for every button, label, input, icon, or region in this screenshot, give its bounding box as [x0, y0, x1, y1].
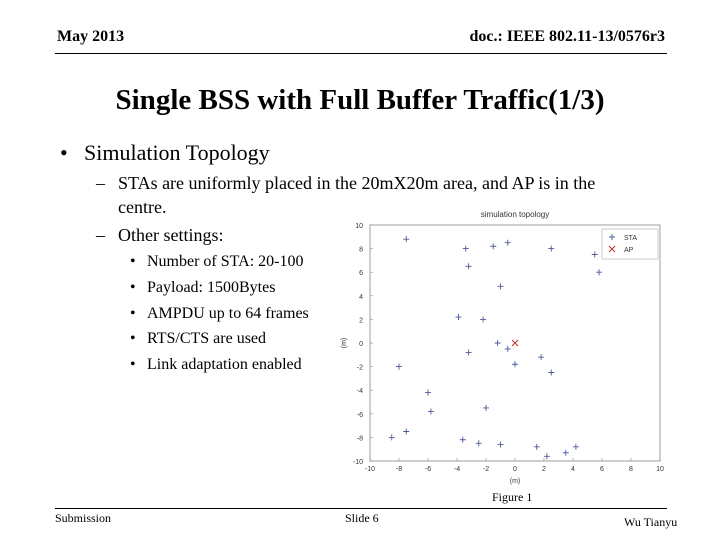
- setting-text: Number of STA: 20-100: [147, 253, 304, 270]
- x-tick-label: 0: [513, 466, 517, 473]
- bullet-text: Simulation Topology: [84, 140, 270, 165]
- y-tick-label: -8: [356, 435, 363, 443]
- sub-bullet-placement: [96, 173, 595, 194]
- header-date: May 2013: [57, 28, 125, 45]
- sta-point: [460, 437, 466, 443]
- y-tick-label: -6: [356, 411, 363, 419]
- sta-point: [466, 349, 472, 355]
- sta-point: [548, 370, 554, 376]
- x-tick-label: -2: [482, 466, 490, 473]
- footer-divider: [55, 508, 667, 509]
- y-tick-label: 10: [355, 223, 363, 230]
- sta-point: [548, 246, 554, 252]
- x-tick-label: -10: [364, 466, 376, 473]
- sub-bullet-placement-line2: centre.: [118, 197, 167, 217]
- chart-title: simulation topology: [480, 210, 550, 219]
- y-tick-label: 6: [359, 270, 363, 278]
- sta-point: [512, 361, 518, 367]
- x-tick-label: 8: [629, 466, 633, 473]
- x-tick-label: 10: [656, 466, 664, 473]
- header-doc-id: doc.: IEEE 802.11-13/0576r3: [469, 28, 665, 45]
- setting-text: Payload: 1500Bytes: [147, 279, 276, 296]
- y-tick-label: 8: [359, 246, 363, 254]
- y-tick-label: -10: [352, 459, 363, 466]
- footer-author: Wu Tianyu: [624, 515, 678, 529]
- sta-point: [463, 246, 469, 252]
- bullet-simulation-topology: [60, 140, 270, 166]
- y-tick-label: -4: [356, 388, 363, 396]
- y-tick-label: 0: [359, 341, 363, 348]
- sta-point: [592, 252, 598, 258]
- sta-point: [544, 453, 550, 459]
- y-tick-label: -2: [356, 364, 363, 372]
- footer-slide-number: Slide 6: [345, 511, 379, 525]
- header-divider: [55, 53, 667, 54]
- sta-point: [403, 429, 409, 435]
- sta-point: [396, 364, 402, 370]
- sta-point: [505, 240, 511, 246]
- legend-box: [602, 229, 658, 259]
- sta-point: [534, 444, 540, 450]
- sta-point: [490, 243, 496, 249]
- y-axis-label: (m): [341, 337, 348, 349]
- sta-point: [498, 283, 504, 289]
- setting-text: Link adaptation enabled: [147, 356, 302, 373]
- legend-label: AP: [624, 247, 634, 254]
- sta-point: [466, 263, 472, 269]
- x-tick-label: 6: [600, 466, 604, 473]
- dash-marker: –: [96, 225, 105, 245]
- setting-item: • Link adaptation enabled: [130, 356, 302, 373]
- x-tick-label: -6: [424, 466, 432, 473]
- figure-caption: Figure 1: [492, 490, 533, 504]
- sta-point: [596, 269, 602, 275]
- legend-label: STA: [624, 235, 638, 242]
- sta-point: [425, 390, 431, 396]
- x-tick-label: -4: [453, 466, 461, 473]
- sub-bullet-label: Other settings:: [118, 225, 224, 245]
- x-tick-label: 2: [542, 466, 546, 473]
- sta-point: [573, 444, 579, 450]
- sta-point: [428, 408, 434, 414]
- x-tick-label: -8: [395, 466, 403, 473]
- ap-point: [512, 340, 518, 346]
- setting-item: • Number of STA: 20-100: [130, 253, 304, 270]
- bullet-dot: •: [60, 140, 68, 165]
- setting-text: RTS/CTS are used: [147, 330, 267, 347]
- sta-point: [538, 354, 544, 360]
- sta-point: [563, 450, 569, 456]
- sub-bullet-other-settings: [96, 225, 224, 246]
- dash-marker: –: [96, 173, 105, 193]
- y-tick-label: 4: [359, 293, 363, 301]
- topology-scatter-chart: [330, 205, 670, 490]
- sta-point: [483, 405, 489, 411]
- x-axis-label: (m): [509, 478, 521, 485]
- sta-point: [455, 314, 461, 320]
- sta-point: [403, 236, 409, 242]
- setting-item: • RTS/CTS are used: [130, 330, 267, 347]
- footer-submission: Submission: [55, 511, 112, 525]
- sta-point: [498, 441, 504, 447]
- setting-item: • Payload: 1500Bytes: [130, 279, 276, 296]
- slide-title: Single BSS with Full Buffer Traffic(1/3): [115, 84, 605, 116]
- sta-point: [505, 346, 511, 352]
- sub-bullet-line1: STAs are uniformly placed in the 20mX20m area, and AP is in the: [118, 173, 596, 193]
- sta-point: [480, 316, 486, 322]
- setting-text: AMPDU up to 64 frames: [147, 305, 309, 322]
- x-tick-label: 4: [571, 466, 575, 473]
- sta-point: [495, 340, 501, 346]
- sta-point: [389, 434, 395, 440]
- y-tick-label: 2: [359, 317, 363, 325]
- setting-item: • AMPDU up to 64 frames: [130, 305, 309, 322]
- sta-point: [476, 440, 482, 446]
